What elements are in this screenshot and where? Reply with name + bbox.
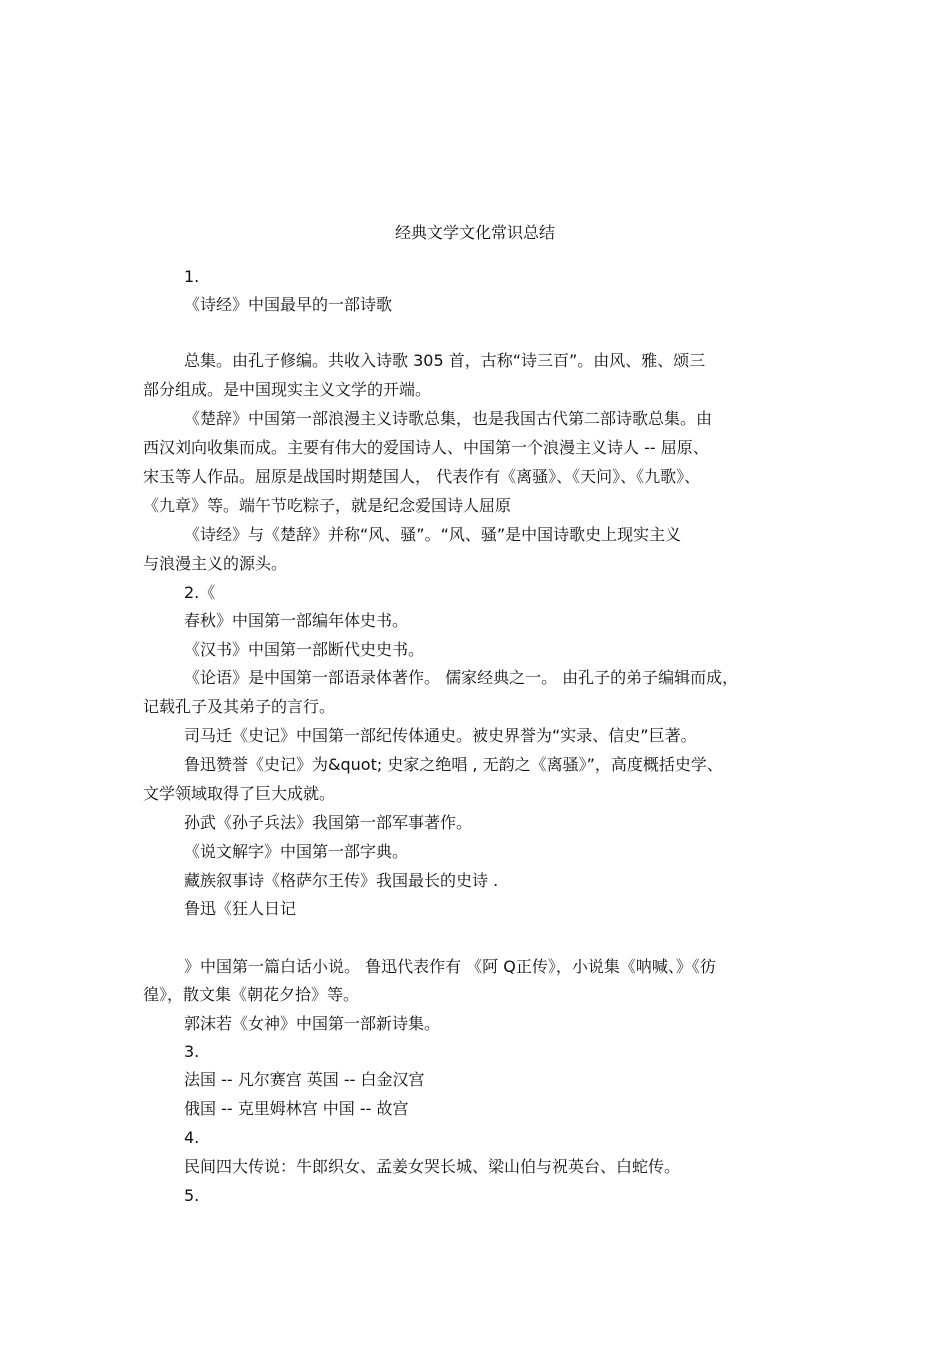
text-line: 《九章》等。端午节吃粽子，就是纪念爱国诗人屈原: [143, 496, 512, 515]
section-number-5: 5.: [184, 1186, 200, 1205]
document-title: 经典文学文化常识总结: [394, 223, 555, 242]
text-line: 《楚辞》中国第一部浪漫主义诗歌总集，也是我国古代第二部诗歌总集。由: [184, 409, 713, 428]
section-number-3: 3.: [184, 1042, 200, 1061]
section-number-4: 4.: [184, 1128, 200, 1147]
text-line: 藏族叙事诗《格萨尔王传》我国最长的史诗 .: [184, 871, 499, 890]
text-line: 《汉书》中国第一部断代史史书。: [184, 640, 425, 659]
text-line: 》中国第一篇白话小说。 鲁迅代表作有 《阿 Q正传》，小说集《呐喊、》《彷: [184, 957, 716, 976]
text-line: 徨》，散文集《朝花夕拾》等。: [143, 985, 360, 1004]
text-line: 民间四大传说：牛郎织女、孟姜女哭长城、梁山伯与祝英台、白蛇传。: [184, 1157, 681, 1176]
section-number-1: 1.: [184, 267, 200, 286]
text-line: 《诗经》中国最早的一部诗歌: [184, 295, 393, 314]
text-line: 与浪漫主义的源头。: [143, 554, 288, 573]
text-line: 郭沫若《女神》中国第一部新诗集。: [184, 1014, 441, 1033]
text-line: 《说文解字》中国第一部字典。: [184, 842, 409, 861]
text-line: 鲁迅《狂人日记: [184, 899, 297, 918]
text-line: 鲁迅赞誉《史记》为&quot; 史家之绝唱 , 无韵之《离骚》”，高度概括史学、: [184, 755, 723, 774]
text-line: 记载孔子及其弟子的言行。: [143, 697, 336, 716]
text-line: 司马迁《史记》中国第一部纪传体通史。被史界誉为“实录、信史”巨著。: [184, 726, 697, 745]
text-line: 部分组成。是中国现实主义文学的开端。: [143, 380, 432, 399]
text-line: 西汉刘向收集而成。主要有伟大的爱国诗人、中国第一个浪漫主义诗人 -- 屈原、: [143, 438, 709, 457]
text-line: 孙武《孙子兵法》我国第一部军事著作。: [184, 813, 473, 832]
section-number-2: 2.《: [184, 583, 216, 602]
text-line: 法国 -- 凡尔赛宫 英国 -- 白金汉宫: [184, 1070, 425, 1089]
text-line: 文学领域取得了巨大成就。: [143, 784, 336, 803]
text-line: 《诗经》与《楚辞》并称“风、骚”。“风、骚”是中国诗歌史上现实主义: [184, 525, 682, 544]
text-line: 《论语》是中国第一部语录体著作。 儒家经典之一。 由孔子的弟子编辑而成，: [184, 668, 739, 687]
text-line: 宋玉等人作品。屈原是战国时期楚国人， 代表作有《离骚》、《天问》、《九歌》、: [143, 467, 701, 486]
text-line: 春秋》中国第一部编年体史书。: [184, 611, 409, 630]
text-line: 总集。由孔子修编。共收入诗歌 305 首，古称“诗三百”。由风、雅、颂三: [184, 351, 706, 370]
text-line: 俄国 -- 克里姆林宫 中国 -- 故宫: [184, 1099, 409, 1118]
